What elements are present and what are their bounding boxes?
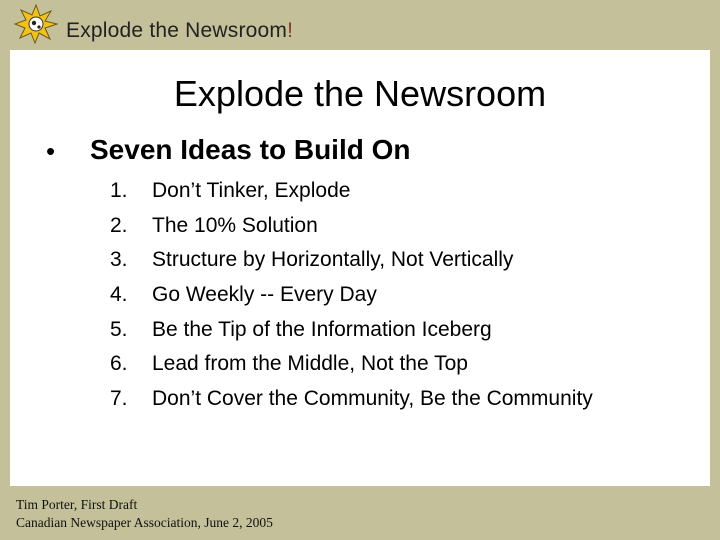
item-number: 7. (110, 387, 128, 411)
item-number: 6. (110, 352, 128, 376)
item-number: 2. (110, 213, 128, 237)
item-number: 1. (110, 179, 128, 202)
footer-author: Tim Porter, First Draft (16, 497, 138, 512)
header-bar (0, 0, 720, 50)
brand-exclamation: ! (287, 19, 294, 42)
slide-heading: Seven Ideas to Build On (90, 134, 411, 165)
footer-event: Canadian Newspaper Association, June 2, 2005 (16, 515, 273, 530)
item-number: 5. (110, 317, 128, 341)
item-text: The 10% Solution (152, 213, 318, 237)
footer-credit (16, 496, 273, 532)
slide-title: Explode the Newsroom (173, 73, 547, 114)
brand-main-text: Explode the Newsroom (66, 19, 288, 42)
item-text: Don’t Cover the Community, Be the Community (152, 387, 593, 411)
item-text: Go Weekly -- Every Day (152, 283, 377, 307)
item-text: Lead from the Middle, Not the Top (152, 352, 468, 376)
bullet-icon: • (46, 136, 56, 166)
item-number: 3. (110, 248, 128, 272)
item-number: 4. (110, 283, 128, 307)
exploding-newspaper-icon (14, 4, 58, 44)
slide-content (10, 50, 710, 486)
item-text: Structure by Horizontally, Not Vertically (152, 248, 514, 272)
item-text: Be the Tip of the Information Iceberg (152, 317, 492, 341)
brand-title (66, 19, 293, 43)
item-text: Don’t Tinker, Explode (152, 179, 351, 202)
